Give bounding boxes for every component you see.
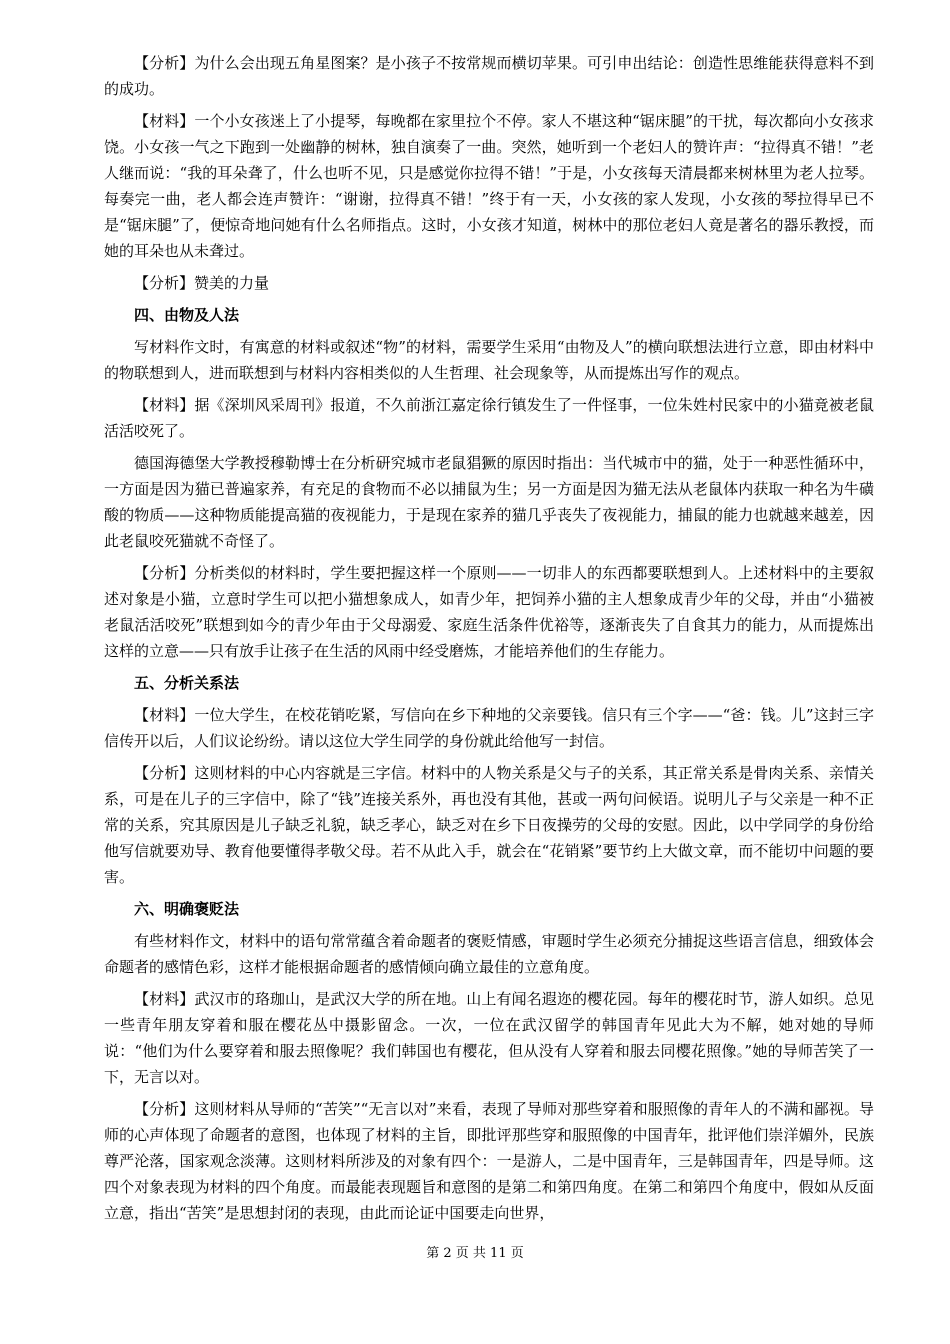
material-paragraph-cat: 【材料】据《深圳风采周刊》报道，不久前浙江嘉定徐行镇发生了一件怪事，一位朱姓村民家中的小猫竟被老鼠活活咬死了。 [104, 396, 874, 440]
analysis-paragraph-praise: 【分析】赞美的力量 [134, 274, 270, 292]
section-heading-5: 五、分析关系法 [134, 674, 240, 692]
material-paragraph-violin: 【材料】一个小女孩迷上了小提琴，每晚都在家里拉个不停。家人不堪这种“锯床腿”的干扰，每次都向小女孩求饶。小女孩一气之下跑到一处幽静的树林，独自演奏了一曲。突然，她听到一个老妇人的赞许声：“拉得真不错！”老人继而说：“我的耳朵聋了，什么也听不见，只是感觉你拉得不错！”于是，小女孩每天清晨都来树林里为老人拉琴。每奏完一曲，老人都会连声赞许：“谢谢，拉得真不错！”终于有一天，小女孩的家人发现，小女孩的琴拉得早已不是“锯床腿”了，便惊奇地问她有什么名师指点。这时，小女孩才知道，树林中的那位老妇人竟是著名的器乐教授，而她的耳朵也从未聋过。 [104, 112, 874, 260]
analysis-paragraph-letter: 【分析】这则材料的中心内容就是三字信。材料中的人物关系是父与子的关系，其正常关系是骨肉关系、亲情关系，可是在儿子的三字信中，除了“钱”连接关系外，再也没有其他，甚或一两句问候语。说明儿子与父亲是一种不正常的关系，究其原因是儿子缺乏礼貌，缺乏孝心，缺乏对在乡下日夜操劳的父母的安慰。因此，以中学同学的身份给他写信就要劝导、教育他要懂得孝敬父母。若不从此入手，就会在“花销紧”要节约上大做文章，而不能切中问题的要害。 [104, 764, 874, 886]
material-paragraph-letter: 【材料】一位大学生，在校花销吃紧，写信向在乡下种地的父亲要钱。信只有三个字——“爸：钱。儿”这封三字信传开以后，人们议论纷纷。请以这位大学生同学的身份就此给他写一封信。 [104, 706, 874, 750]
material-paragraph-cherry: 【材料】武汉市的珞珈山，是武汉大学的所在地。山上有闻名遐迩的樱花园。每年的樱花时节，游人如织。总见一些青年朋友穿着和服在樱花丛中摄影留念。一次，一位在武汉留学的韩国青年见此大为不解，她对她的导师说：“他们为什么要穿着和服去照像呢？我们韩国也有樱花，但从没有人穿着和服去同樱花照像。”她的导师苦笑了一下，无言以对。 [104, 990, 874, 1086]
analysis-paragraph-star: 【分析】为什么会出现五角星图案？是小孩子不按常规而横切苹果。可引申出结论：创造性思维能获得意料不到的成功。 [104, 54, 874, 98]
analysis-paragraph-cherry: 【分析】这则材料从导师的“苦笑”“无言以对”来看，表现了导师对那些穿着和服照像的青年人的不满和鄙视。导师的心声体现了命题者的意图，也体现了材料的主旨，即批评那些穿和服照像的中国青年，批评他们崇洋媚外，民族尊严沦落，国家观念淡薄。这则材料所涉及的对象有四个：一是游人，二是中国青年，三是韩国青年，四是导师。这四个对象表现为材料的四个角度。而最能表现题旨和意图的是第二和第四角度。在第二和第四个角度中，假如从反面立意，指出“苦笑”是思想封闭的表现，由此而论证中国要走向世界， [104, 1100, 874, 1222]
section-heading-6: 六、明确褒贬法 [134, 900, 240, 918]
method-description-4: 写材料作文时，有寓意的材料或叙述“物”的材料，需要学生采用“由物及人”的横向联想法进行立意，即由材料中的物联想到人，进而联想到与材料内容相类似的人生哲理、社会现象等，从而提炼出写作的观点。 [104, 338, 874, 382]
analysis-paragraph-cat: 【分析】分析类似的材料时，学生要把握这样一个原则——一切非人的东西都要联想到人。上述材料中的主要叙述对象是小猫，立意时学生可以把小猫想象成人，如青少年，把饲养小猫的主人想象成青少年的父母，并由“小猫被老鼠活活咬死”联想到如今的青少年由于父母溺爱、家庭生活条件优裕等，逐渐丧失了自食其力的能力，从而提炼出这样的立意——只有放手让孩子在生活的风雨中经受磨炼，才能培养他们的生存能力。 [104, 564, 874, 660]
method-description-6: 有些材料作文，材料中的语句常常蕴含着命题者的褒贬情感，审题时学生必须充分捕捉这些语言信息，细致体会命题者的感情色彩，这样才能根据命题者的感情倾向确立最佳的立意角度。 [104, 932, 874, 976]
section-heading-4: 四、由物及人法 [134, 306, 240, 324]
page-footer: 第 2 页 共 11 页 [426, 1246, 524, 1261]
material-paragraph-cat-explanation: 德国海德堡大学教授穆勒博士在分析研究城市老鼠猖獗的原因时指出：当代城市中的猫，处于一种恶性循环中，一方面是因为猫已普遍家养，有充足的食物而不必以捕鼠为生；另一方面是因为猫无法从老鼠体内获取一种名为牛磺酸的物质——这种物质能提高猫的夜视能力，于是现在家养的猫几乎丧失了夜视能力，捕鼠的能力也就越来越差，因此老鼠咬死猫就不奇怪了。 [104, 454, 874, 550]
